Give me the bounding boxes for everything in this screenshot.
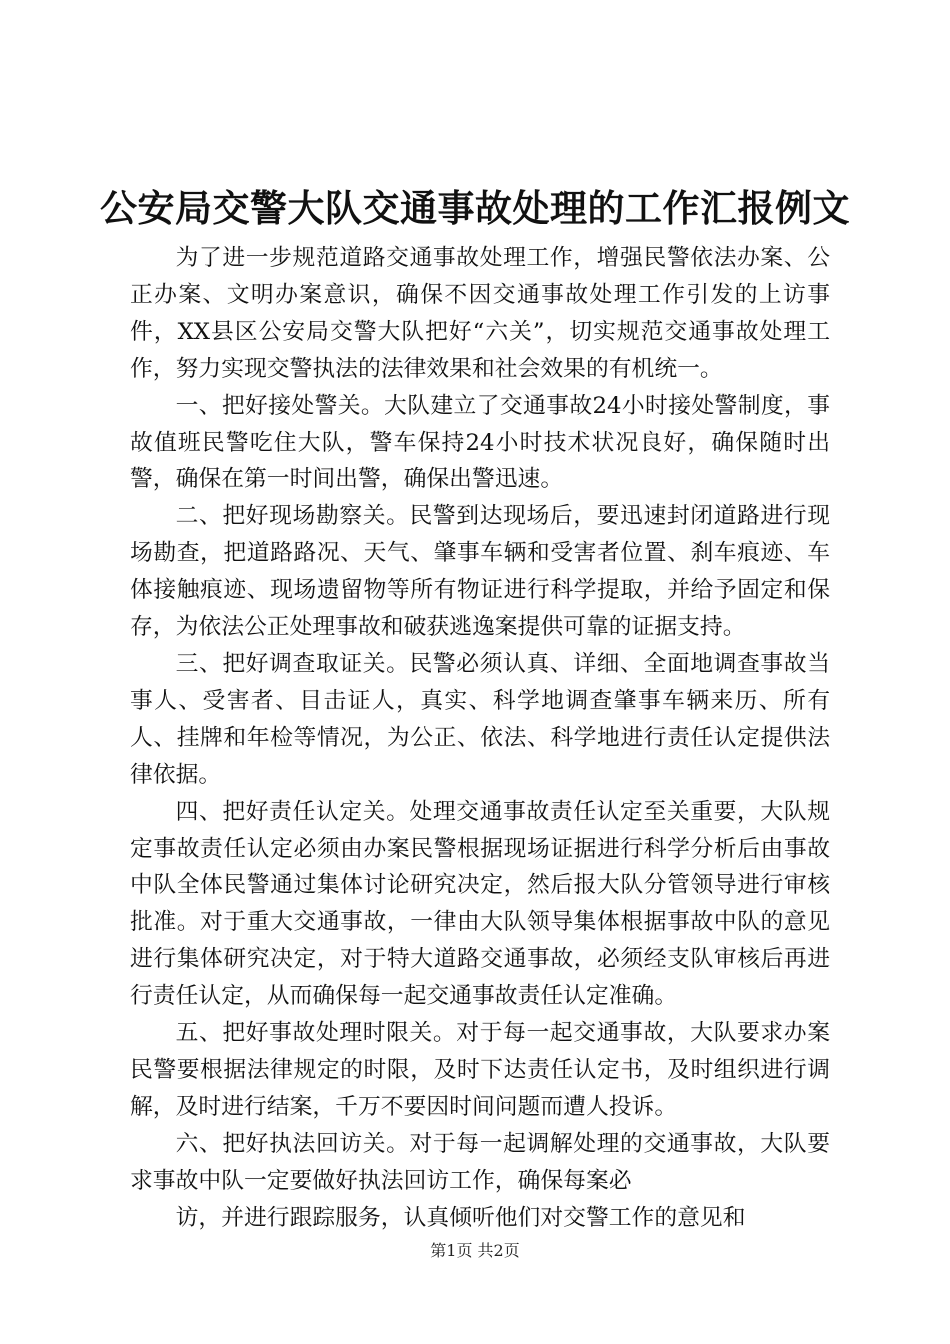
paragraph-section-3: 三、把好调查取证关。民警必须认真、详细、全面地调查事故当事人、受害者、目击证人，真实、科学地调查肇事车辆来历、所有人、挂牌和年检等情况，为公正、依法、科学地进行责任认定提供法律依据。 (130, 650, 830, 788)
paragraph-section-6: 六、把好执法回访关。对于每一起调解处理的交通事故，大队要求事故中队一定要做好执法回访工作，确保每案必 (130, 1130, 830, 1194)
paragraph-section-2: 二、把好现场勘察关。民警到达现场后，要迅速封闭道路进行现场勘查，把道路路况、天气、肇事车辆和受害者位置、刹车痕迹、车体接触痕迹、现场遗留物等所有物证进行科学提取，并给予固定和保存，为依法公正处理事故和破获逃逸案提供可靠的证据支持。 (130, 503, 830, 641)
paragraph-continuation: 访，并进行跟踪服务，认真倾听他们对交警工作的意见和 (175, 1204, 746, 1231)
document-title: 公安局交警大队交通事故处理的工作汇报例文 (100, 186, 850, 230)
page-number-footer: 第1页 共2页 (430, 1241, 520, 1260)
document-body (130, 240, 830, 1236)
paragraph-section-5: 五、把好事故处理时限关。对于每一起交通事故，大队要求办案民警要根据法律规定的时限，及时下达责任认定书，及时组织进行调解，及时进行结案，千万不要因时间问题而遭人投诉。 (130, 1020, 830, 1120)
paragraph-section-4: 四、把好责任认定关。处理交通事故责任认定至关重要，大队规定事故责任认定必须由办案民警根据现场证据进行科学分析后由事故中队全体民警通过集体讨论研究决定，然后报大队分管领导进行审核批准。对于重大交通事故，一律由大队领导集体根据事故中队的意见进行集体研究决定，对于特大道路交通事故，必须经支队审核后再进行责任认定，从而确保每一起交通事故责任认定准确。 (130, 798, 830, 1010)
paragraph-section-1: 一、把好接处警关。大队建立了交通事故24小时接处警制度，事故值班民警吃住大队，警车保持24小时技术状况良好，确保随时出警，确保在第一时间出警，确保出警迅速。 (130, 392, 830, 493)
paragraph-intro: 为了进一步规范道路交通事故处理工作，增强民警依法办案、公正办案、文明办案意识，确保不因交通事故处理工作引发的上访事件，XX县区公安局交警大队把好“六关”，切实规范交通事故处理工作，努力实现交警执法的法律效果和社会效果的有机统一。 (130, 245, 830, 382)
